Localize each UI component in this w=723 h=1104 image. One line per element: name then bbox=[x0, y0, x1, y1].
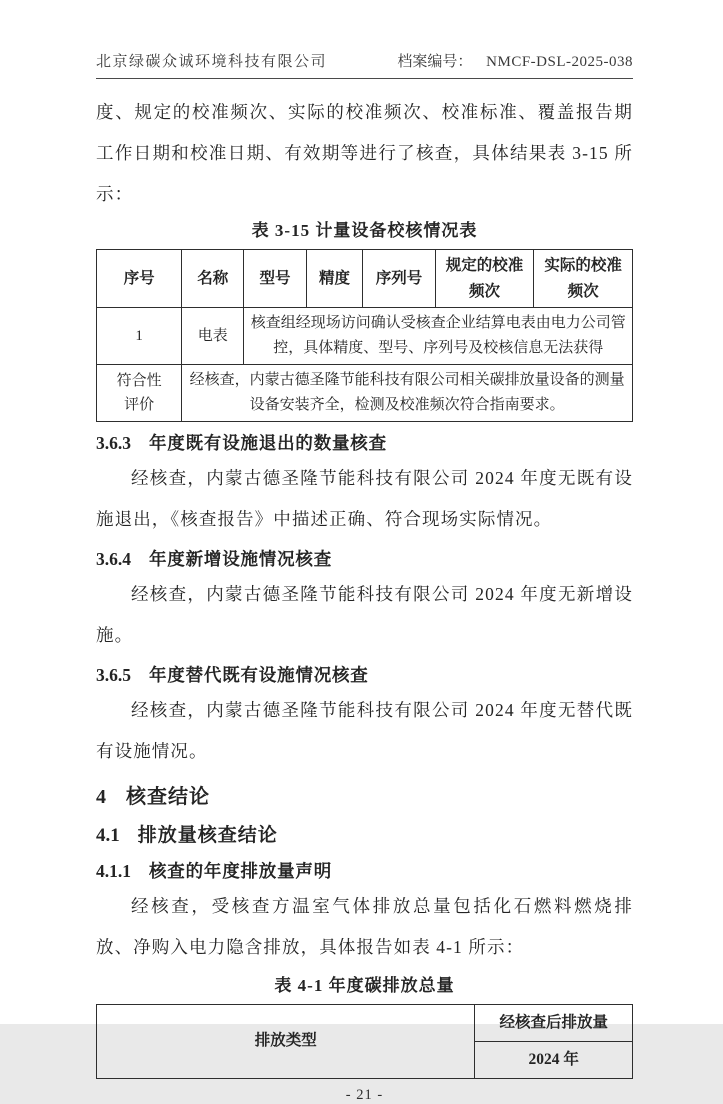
year-header-cell: 2024 年 bbox=[475, 1041, 633, 1078]
section-number: 3.6.3 bbox=[96, 432, 131, 453]
section-number: 3.6.4 bbox=[96, 548, 131, 569]
section-4-1-heading bbox=[96, 822, 633, 850]
meter-name-cell: 电表 bbox=[182, 308, 244, 365]
section-3-6-5-heading bbox=[96, 662, 633, 688]
section-title: 年度新增设施情况核查 bbox=[149, 548, 332, 569]
col-header-required-freq: 规定的校准频次 bbox=[435, 250, 534, 308]
section-3-6-3-heading bbox=[96, 430, 633, 456]
section-title: 排放量核查结论 bbox=[137, 824, 278, 846]
emission-type-header-cell: 排放类型 bbox=[97, 1004, 475, 1078]
col-header-model: 型号 bbox=[244, 250, 306, 308]
chapter-number: 4 bbox=[96, 785, 106, 808]
col-header-seq: 序号 bbox=[97, 250, 182, 308]
verified-emission-header-cell: 经核查后排放量 bbox=[475, 1004, 633, 1041]
archive-number-value: NMCF-DSL-2025-038 bbox=[486, 54, 633, 70]
table-4-1 bbox=[96, 1004, 633, 1079]
company-name: 北京绿碳众诚环境科技有限公司 bbox=[96, 54, 328, 70]
chapter-title: 核查结论 bbox=[126, 785, 210, 808]
col-header-name: 名称 bbox=[182, 250, 244, 308]
section-4-1-1-heading bbox=[96, 858, 633, 884]
table-row bbox=[97, 365, 633, 422]
intro-paragraph: 度、规定的校准频次、实际的校准频次、校准标准、覆盖报告期工作日期和校准日期、有效期等进行了核查，具体结果表 3-15 所示： bbox=[96, 102, 633, 204]
section-title: 年度替代既有设施情况核查 bbox=[149, 664, 369, 685]
archive-number-label: 档案编号： bbox=[397, 54, 473, 70]
section-3-6-4-paragraph: 经核查，内蒙古德圣隆节能科技有限公司 2024 年度无新增设施。 bbox=[96, 583, 633, 645]
archive-number-group bbox=[397, 50, 633, 71]
section-3-6-5-paragraph: 经核查，内蒙古德圣隆节能科技有限公司 2024 年度无替代既有设施情况。 bbox=[96, 699, 633, 761]
section-3-6-4-heading bbox=[96, 546, 633, 572]
col-header-actual-freq: 实际的校准频次 bbox=[534, 250, 633, 308]
table-row bbox=[97, 1004, 633, 1041]
section-4-1-1-paragraph: 经核查，受核查方温室气体排放总量包括化石燃料燃烧排放、净购入电力隐含排放，具体报告如表 4-1 所示： bbox=[96, 895, 633, 957]
meter-note-cell: 核查组经现场访问确认受核查企业结算电表由电力公司管控，具体精度、型号、序列号及校核信息无法获得 bbox=[244, 308, 633, 365]
page-header bbox=[96, 0, 633, 79]
table-3-15 bbox=[96, 249, 633, 422]
col-header-serial: 序列号 bbox=[363, 250, 435, 308]
table-4-1-title: 表 4-1 年度碳排放总量 bbox=[274, 975, 455, 995]
chapter-4-heading bbox=[96, 782, 633, 812]
table-row bbox=[97, 308, 633, 365]
conformity-label-cell: 符合性评价 bbox=[97, 365, 182, 422]
table-3-15-title: 表 3-15 计量设备校核情况表 bbox=[251, 221, 478, 240]
section-title: 核查的年度排放量声明 bbox=[149, 860, 332, 881]
conformity-note-cell: 经核查，内蒙古德圣隆节能科技有限公司相关碳排放量设备的测量设备安装齐全，检测及校准频次符合指南要求。 bbox=[182, 365, 633, 422]
section-number: 4.1 bbox=[96, 824, 120, 846]
section-title: 年度既有设施退出的数量核查 bbox=[149, 432, 387, 453]
section-number: 3.6.5 bbox=[96, 664, 131, 685]
table-row bbox=[97, 250, 633, 308]
col-header-precision: 精度 bbox=[306, 250, 363, 308]
page-content bbox=[96, 0, 633, 1104]
meter-seq-cell: 1 bbox=[97, 308, 182, 365]
section-3-6-3-paragraph: 经核查，内蒙古德圣隆节能科技有限公司 2024 年度无既有设施退出，《核查报告》中描述正确、符合现场实际情况。 bbox=[96, 467, 633, 529]
section-number: 4.1.1 bbox=[96, 860, 131, 881]
page-number: - 21 - bbox=[345, 1086, 384, 1103]
